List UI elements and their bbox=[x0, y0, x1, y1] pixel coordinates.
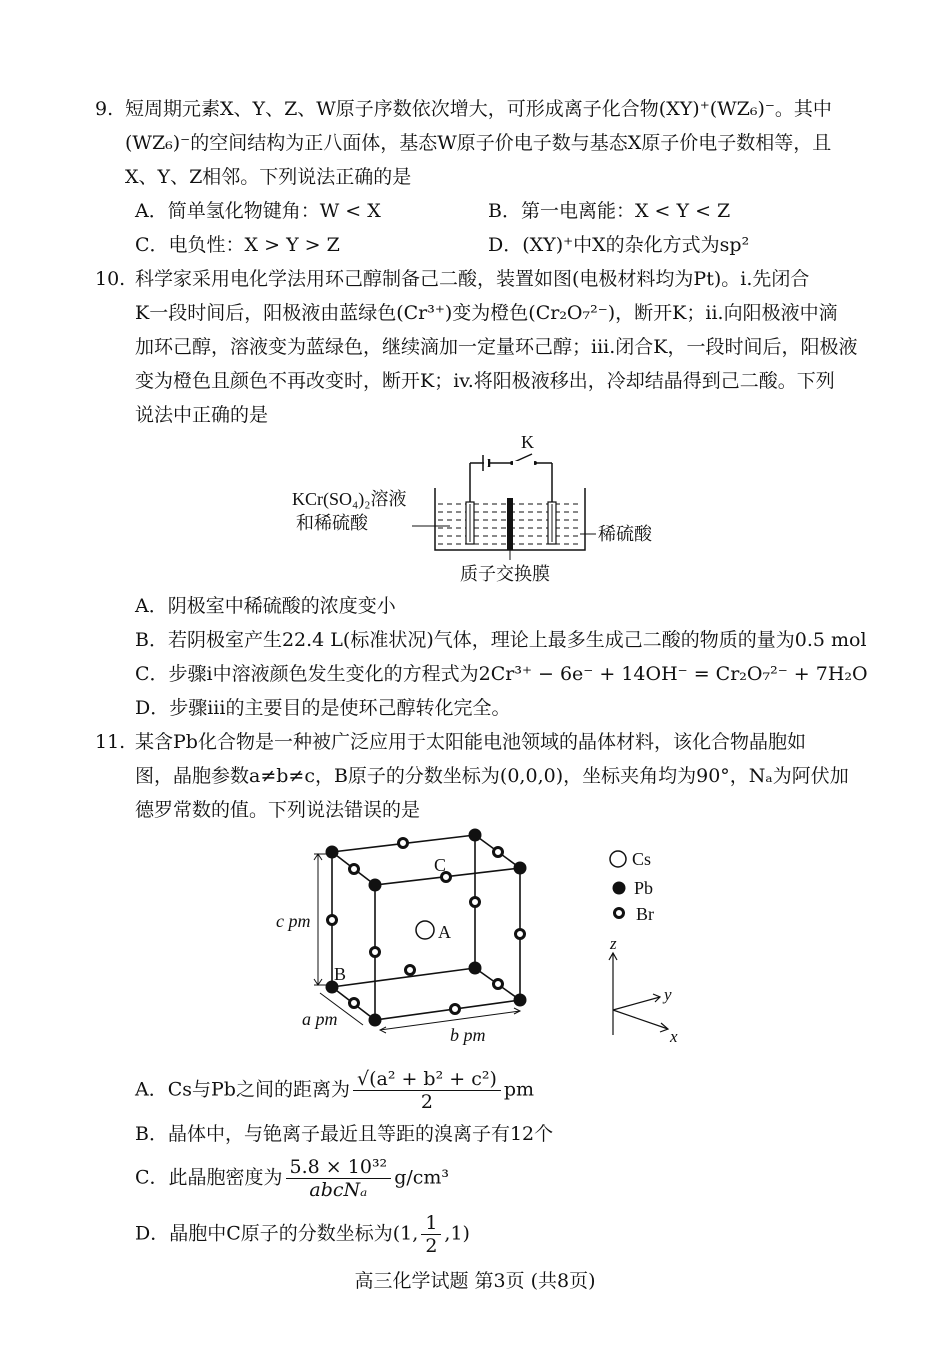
crystal-cell-diagram bbox=[270, 825, 700, 1055]
q11-stem-line-3: 德罗常数的值。下列说法错误的是 bbox=[135, 799, 421, 821]
fraction bbox=[353, 1068, 501, 1113]
legend-br-label: Br bbox=[636, 904, 654, 924]
cs-atom bbox=[416, 921, 434, 939]
br-atom bbox=[406, 966, 415, 975]
q9-stem-line-3: X、Y、Z相邻。下列说法正确的是 bbox=[125, 166, 412, 188]
q9-option-c[interactable]: C．电负性：X > Y > Z bbox=[135, 234, 340, 256]
pb-atom bbox=[469, 829, 482, 842]
fraction-numerator: 5.8 × 10³² bbox=[286, 1156, 392, 1179]
fraction-denominator: 2 bbox=[420, 1091, 433, 1113]
br-atom bbox=[371, 948, 380, 957]
switch-label: K bbox=[521, 432, 534, 452]
legend-pb-icon bbox=[613, 882, 626, 895]
q11-stem-line-2: 图，晶胞参数a≠b≠c，B原子的分数坐标为(0,0,0)，坐标夹角均为90°，Nₐ为阿伏加 bbox=[135, 765, 849, 787]
dimension-b: b pm bbox=[450, 1025, 486, 1045]
q11-option-d-text: D．晶胞中C原子的分数坐标为(1, bbox=[135, 1222, 419, 1245]
q11-option-a-text: A．Cs与Pb之间的距离为 bbox=[135, 1078, 350, 1101]
membrane-label: 质子交换膜 bbox=[460, 564, 550, 584]
q11-option-a[interactable] bbox=[135, 1068, 534, 1113]
br-atom bbox=[350, 865, 359, 874]
q11-option-c-text: C．此晶胞密度为 bbox=[135, 1166, 283, 1189]
right-solution-label: 稀硫酸 bbox=[598, 524, 652, 544]
q11-option-b[interactable]: B．晶体中，与铯离子最近且等距的溴离子有12个 bbox=[135, 1123, 554, 1145]
q11-option-a-unit: pm bbox=[503, 1078, 535, 1101]
q11-option-d[interactable] bbox=[135, 1212, 470, 1257]
pb-atom bbox=[469, 962, 482, 975]
dimension-c: c pm bbox=[276, 911, 311, 931]
legend-pb-label: Pb bbox=[634, 878, 654, 898]
q11-option-d-end: ,1) bbox=[444, 1222, 470, 1245]
br-atom bbox=[494, 848, 503, 857]
q11-stem-line-1: 某含Pb化合物是一种被广泛应用于太阳能电池领域的晶体材料，该化合物晶胞如 bbox=[135, 731, 806, 753]
axis-z-label: z bbox=[610, 934, 617, 953]
pb-atom bbox=[514, 994, 527, 1007]
br-atom bbox=[471, 898, 480, 907]
q9-stem-line-2: (WZ₆)⁻的空间结构为正八面体，基态W原子价电子数与基态X原子价电子数相等，且 bbox=[125, 132, 832, 154]
page-footer: 高三化学试题 第3页 (共8页) bbox=[354, 1270, 596, 1292]
axis-y-label: y bbox=[664, 985, 672, 1004]
fraction-denominator: 2 bbox=[425, 1235, 438, 1257]
left-solution-label-1: KCr(SO₄)₂溶液 bbox=[292, 489, 407, 509]
br-atom bbox=[399, 839, 408, 848]
atom-label-b: B bbox=[334, 964, 347, 984]
electrolysis-cell-diagram bbox=[280, 430, 700, 590]
q10-stem-line-2: K一段时间后，阳极液由蓝绿色(Cr³⁺)变为橙色(Cr₂O₇²⁻)，断开K；ii.向阳极液中滴 bbox=[135, 302, 838, 324]
q11-number: 11. bbox=[95, 731, 126, 753]
q10-stem-line-3: 加环己醇，溶液变为蓝绿色，继续滴加一定量环己醇；iii.闭合K，一段时间后，阳极液 bbox=[135, 336, 858, 358]
pb-atom bbox=[326, 846, 339, 859]
fraction bbox=[421, 1212, 441, 1257]
br-atom bbox=[350, 999, 359, 1008]
dimension-a: a pm bbox=[302, 1009, 338, 1029]
legend-cs-label: Cs bbox=[632, 849, 652, 869]
axis-x-label: x bbox=[670, 1027, 678, 1046]
q9-option-b[interactable]: B．第一电离能：X < Y < Z bbox=[488, 200, 731, 222]
legend-br-icon bbox=[615, 909, 624, 918]
atom-label-a: A bbox=[438, 922, 451, 942]
q10-stem-line-5: 说法中正确的是 bbox=[135, 404, 269, 426]
br-atom bbox=[516, 930, 525, 939]
br-atom bbox=[328, 916, 337, 925]
q11-option-c[interactable] bbox=[135, 1156, 449, 1201]
left-solution-label-2: 和稀硫酸 bbox=[296, 513, 368, 533]
q10-option-a[interactable]: A．阴极室中稀硫酸的浓度变小 bbox=[135, 595, 396, 617]
q11-option-c-unit: g/cm³ bbox=[394, 1166, 450, 1189]
pb-atom bbox=[369, 1014, 382, 1027]
q9-option-a[interactable]: A．简单氢化物键角：W < X bbox=[135, 200, 381, 222]
fraction-denominator: abcNₐ bbox=[309, 1179, 368, 1201]
pb-atom bbox=[369, 879, 382, 892]
q10-stem-line-4: 变为橙色且颜色不再改变时，断开K；iv.将阳极液移出，冷却结晶得到己二酸。下列 bbox=[135, 370, 835, 392]
q10-stem-line-1: 科学家采用电化学法用环己醇制备己二酸，装置如图(电极材料均为Pt)。i.先闭合 bbox=[135, 268, 810, 290]
q10-option-b[interactable]: B．若阴极室产生22.4 L(标准状况)气体，理论上最多生成己二酸的物质的量为0.5 mol bbox=[135, 629, 867, 651]
q10-option-c[interactable]: C．步骤i中溶液颜色发生变化的方程式为2Cr³⁺ − 6e⁻ + 14OH⁻ = Cr₂O₇²⁻ + 7H₂O bbox=[135, 663, 868, 685]
q10-number: 10. bbox=[95, 268, 126, 290]
q9-stem-line-1: 短周期元素X、Y、Z、W原子序数依次增大，可形成离子化合物(XY)⁺(WZ₆)⁻。其中 bbox=[125, 98, 832, 120]
br-atom bbox=[494, 980, 503, 989]
q9-option-d[interactable]: D．(XY)⁺中X的杂化方式为sp² bbox=[488, 234, 750, 256]
br-atom bbox=[451, 1005, 460, 1014]
fraction-numerator: √(a² + b² + c²) bbox=[353, 1068, 501, 1091]
q10-option-d[interactable]: D．步骤iii的主要目的是使环己醇转化完全。 bbox=[135, 697, 511, 719]
fraction bbox=[286, 1156, 392, 1201]
pb-atom bbox=[514, 862, 527, 875]
proton-exchange-membrane bbox=[507, 498, 513, 550]
q9-number: 9. bbox=[95, 98, 114, 120]
atom-label-c: C bbox=[434, 855, 447, 875]
legend-cs-icon bbox=[610, 851, 626, 867]
fraction-numerator: 1 bbox=[421, 1212, 441, 1235]
